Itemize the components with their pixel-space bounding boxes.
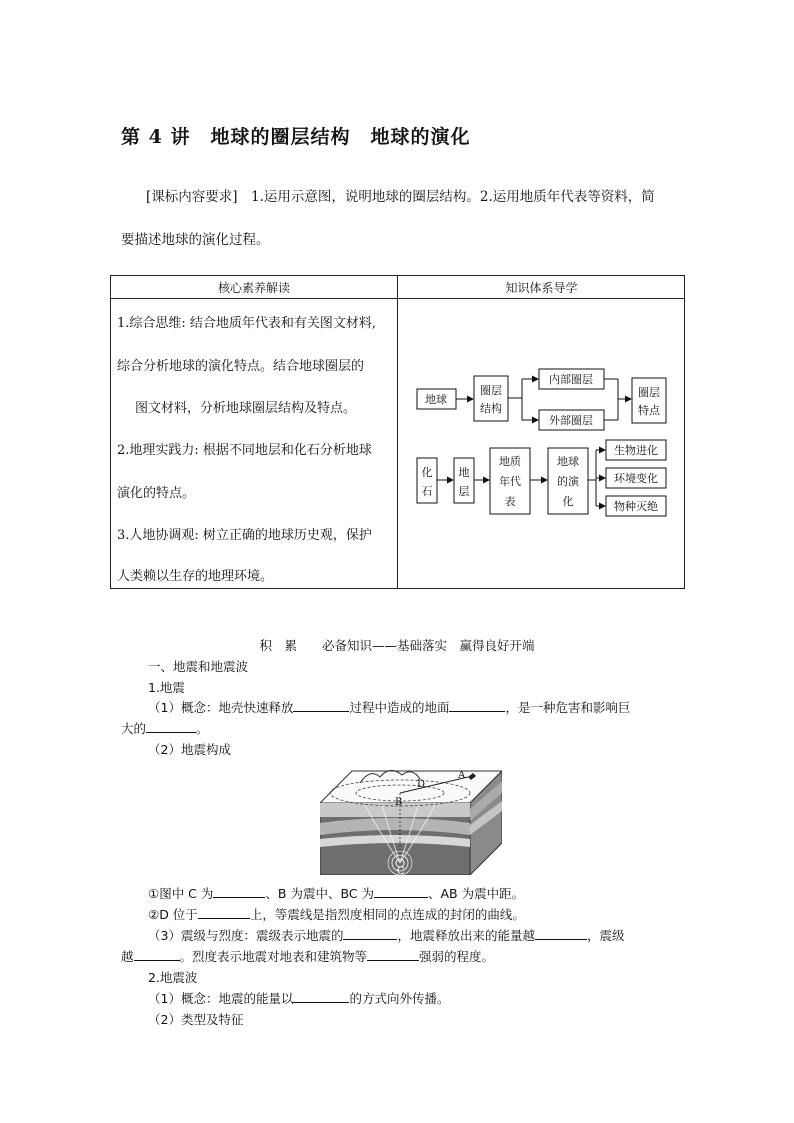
- text: 上，等震线是指烈度相同的点连成的封闭的曲线。: [249, 907, 525, 922]
- literacy-line: 2.地理实践力: 根据不同地层和化石分析地球: [117, 443, 372, 458]
- literacy-line: 综合分析地球的演化特点。结合地球圈层的: [117, 359, 365, 374]
- text: 、B 为震中、BC 为: [265, 886, 374, 901]
- label-extinct: 物种灭绝: [614, 500, 658, 513]
- label-structure: 结构: [480, 402, 502, 415]
- text: （3）震级与烈度：震级表示地震的: [148, 928, 344, 943]
- header-core-literacy: 核心素养解读: [217, 281, 290, 295]
- label-timescale: 表: [504, 495, 516, 508]
- text: 强弱的程度。: [419, 949, 495, 964]
- label-features: 圈层: [638, 386, 660, 399]
- literacy-line: 3.人地协调观: 树立正确的地球历史观，保护: [117, 528, 372, 543]
- label-a: A: [458, 770, 466, 781]
- requirements-line-2: 要描述地球的演化过程。: [121, 232, 270, 248]
- label-env: 环境变化: [614, 472, 658, 485]
- fill-blank[interactable]: [449, 699, 505, 712]
- fill-blank[interactable]: [134, 948, 180, 961]
- requirements-line-1: [课标内容要求] 1.运用示意图，说明地球的圈层结构。2.运用地质年代表等资料，简: [146, 189, 655, 205]
- fill-blank[interactable]: [293, 990, 349, 1003]
- label-outer: 外部圈层: [549, 414, 593, 427]
- literacy-line: 人类赖以生存的地理环境。: [117, 569, 274, 584]
- fill-blank[interactable]: [535, 927, 587, 940]
- literacy-line: 1.综合思维: 结合地质年代表和有关图文材料,: [117, 316, 377, 331]
- earthquake-block-diagram: [320, 763, 502, 875]
- text: （1）概念：地壳快速释放: [148, 700, 294, 715]
- literacy-line: 图文材料，分析地球圈层结构及特点。: [135, 401, 357, 416]
- label-c: C: [397, 866, 405, 875]
- fill-blank[interactable]: [343, 927, 397, 940]
- fill-blank[interactable]: [367, 948, 419, 961]
- label-evolution: 的演: [557, 475, 579, 488]
- label-strata: 层: [458, 485, 470, 498]
- wave-types-heading: （2）类型及特征: [148, 1012, 244, 1027]
- text: 过程中造成的地面: [349, 700, 450, 715]
- text: ②D 位于: [148, 907, 198, 922]
- label-strata: 地: [458, 466, 470, 479]
- label-inner: 内部圈层: [549, 373, 593, 386]
- label-d: D: [417, 779, 426, 790]
- magnitude-line-2: [121, 947, 494, 965]
- subheading-earthquake: 1.地震: [148, 680, 185, 695]
- question-line-2: [148, 905, 525, 923]
- subheading-seismic-waves: 2.地震波: [148, 970, 198, 985]
- heading-earthquake-waves: 一、地震和地震波: [148, 659, 249, 674]
- label-features: 特点: [638, 404, 660, 417]
- text: 、AB 为震中距。: [428, 886, 525, 901]
- label-earth: 地球: [425, 393, 447, 406]
- fill-blank[interactable]: [374, 885, 428, 898]
- label-evolution: 地球: [557, 455, 579, 468]
- text: （1）概念：地震的能量以: [148, 991, 294, 1006]
- fill-blank[interactable]: [213, 885, 265, 898]
- header-knowledge-system: 知识体系导学: [505, 281, 578, 295]
- label-timescale: 年代: [499, 475, 521, 488]
- question-line-1: [148, 884, 524, 902]
- label-fossil: 石: [421, 485, 433, 498]
- label-bio: 生物进化: [614, 444, 658, 457]
- wave-concept-line: [148, 989, 449, 1007]
- earthquake-concept-line-1: [148, 698, 631, 716]
- magnitude-line-1: [148, 926, 625, 944]
- section-heading: 积 累 必备知识——基础落实 赢得良好开端: [259, 638, 535, 653]
- earthquake-structure-heading: （2）地震构成: [148, 742, 231, 757]
- text: ，震级: [586, 928, 625, 943]
- text: 。烈度表示地震对地表和建筑物等: [179, 949, 368, 964]
- label-fossil: 化: [421, 466, 433, 479]
- label-evolution: 化: [562, 495, 574, 508]
- label-timescale: 地质: [499, 455, 521, 468]
- page-title: 第 4 讲 地球的圈层结构 地球的演化: [121, 126, 471, 148]
- text: ，是一种危害和影响巨: [505, 700, 631, 715]
- literacy-line: 演化的特点。: [117, 486, 196, 501]
- knowledge-flowchart: [398, 299, 685, 589]
- fill-blank[interactable]: [293, 699, 349, 712]
- text: 的方式向外传播。: [349, 991, 450, 1006]
- label-b: B: [395, 797, 403, 808]
- earthquake-concept-line-2: [121, 719, 209, 737]
- text: ①图中 C 为: [148, 886, 214, 901]
- text: 越: [121, 949, 134, 964]
- text: ，地震释放出来的能量越: [397, 928, 535, 943]
- text: 。: [196, 721, 209, 736]
- literacy-knowledge-table: [110, 275, 685, 589]
- label-structure: 圈层: [480, 384, 502, 397]
- text: 大的: [121, 721, 147, 736]
- fill-blank[interactable]: [146, 720, 196, 733]
- fill-blank[interactable]: [198, 906, 250, 919]
